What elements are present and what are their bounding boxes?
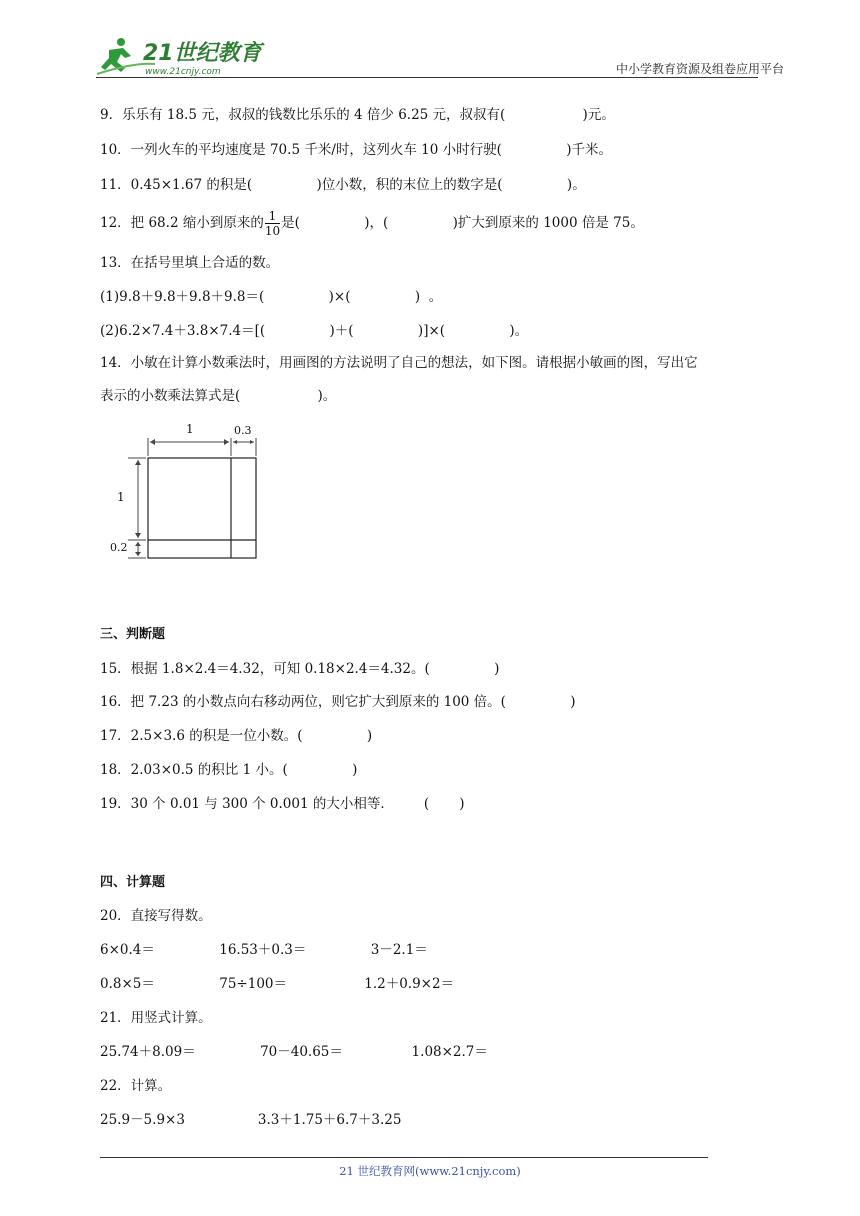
multiplication-area-diagram — [108, 420, 268, 570]
fraction-denominator: 10 — [264, 224, 281, 238]
question-16: 16．把 7.23 的小数点向右移动两位，则它扩大到原来的 100 倍。( ) — [100, 694, 576, 710]
question-22: 22．计算。 — [100, 1078, 172, 1094]
section-judgement-title: 三、判断题 — [100, 627, 166, 642]
footer-divider — [100, 1157, 708, 1158]
svg-text:21世纪教育: 21世纪教育 — [143, 41, 262, 66]
diagram-left-label-1: 1 — [117, 490, 125, 504]
question-14-line-1: 14．小敏在计算小数乘法时，用画图的方法说明了自己的想法，如下图。请根据小敏画的图，写出它 — [100, 355, 698, 371]
question-13-part-2: (2)6.2×7.4＋3.8×7.4＝[( )＋( )]×( )。 — [100, 323, 529, 339]
section-calculation-title: 四、计算题 — [100, 875, 166, 890]
question-13: 13．在括号里填上合适的数。 — [100, 255, 280, 271]
question-12-start: 12．把 68.2 缩小到原来的 — [100, 215, 264, 231]
svg-text:www.21cnjy.com: www.21cnjy.com — [145, 67, 221, 77]
fraction-numerator: 1 — [265, 209, 280, 224]
site-name: 中小学教育资源及组卷应用平台 — [616, 62, 785, 76]
diagram-top-label-1: 1 — [186, 422, 194, 436]
diagram-top-label-2: 0.3 — [234, 424, 252, 437]
question-12-end: 是( )，( )扩大到原来的 1000 倍是 75。 — [281, 215, 644, 231]
question-14-line-2: 表示的小数乘法算式是( )。 — [100, 388, 337, 404]
question-18: 18．2.03×0.5 的积比 1 小。( ) — [100, 762, 358, 778]
footer-link[interactable]: 21 世纪教育网(www.21cnjy.com) — [339, 1164, 521, 1178]
question-20-row-1: 6×0.4＝ 16.53＋0.3＝ 3－2.1＝ — [100, 942, 428, 958]
question-22-row: 25.9－5.9×3 3.3＋1.75＋6.7＋3.25 — [100, 1112, 402, 1128]
question-20-row-2: 0.8×5＝ 75÷100＝ 1.2＋0.9×2＝ — [100, 976, 455, 992]
question-19: 19．30 个 0.01 与 300 个 0.001 的大小相等． ( ) — [100, 796, 465, 812]
diagram-left-label-2: 0.2 — [110, 541, 128, 554]
question-17: 17．2.5×3.6 的积是一位小数。( ) — [100, 728, 373, 744]
fraction-one-tenth — [265, 209, 280, 238]
question-15: 15．根据 1.8×2.4＝4.32，可知 0.18×2.4＝4.32。( ) — [100, 661, 500, 677]
question-10: 10．一列火车的平均速度是 70.5 千米/时，这列火车 10 小时行驶( )千米。 — [100, 142, 613, 158]
question-9: 9．乐乐有 18.5 元，叔叔的钱数比乐乐的 4 倍少 6.25 元，叔叔有( )元。 — [100, 107, 615, 123]
question-11: 11．0.45×1.67 的积是( )位小数，积的末位上的数字是( )。 — [100, 177, 586, 193]
question-13-part-1: (1)9.8＋9.8＋9.8＋9.8＝( )×( ) 。 — [100, 289, 443, 305]
question-12 — [100, 209, 644, 238]
question-21: 21．用竖式计算。 — [100, 1010, 212, 1026]
site-logo — [95, 34, 270, 80]
question-20: 20．直接写得数。 — [100, 908, 212, 924]
header-divider — [96, 77, 758, 78]
question-21-row: 25.74＋8.09＝ 70－40.65＝ 1.08×2.7＝ — [100, 1044, 488, 1060]
